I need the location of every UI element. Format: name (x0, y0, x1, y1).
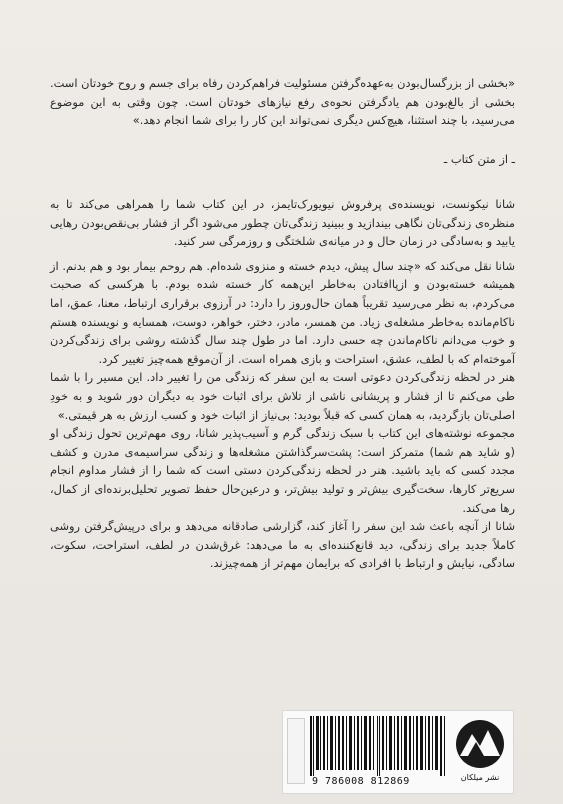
quote-source (50, 150, 515, 169)
publisher-logo-icon (454, 716, 506, 786)
isbn-digits: 9 786008 812869 (312, 776, 410, 787)
quote-source-text: ـ از متن کتاب ـ (443, 152, 515, 166)
paragraph-1: شانا نیکونست، نویسنده‌ی پرفروش نیویورک‌تایمز، در این کتاب شما را همراهی می‌کند تا به منظره‌ی زندگی‌تان نگاهی بیندازید و ببینید زندگی‌تان چطور می‌شود اگر از فشار بی‌نقص‌بودن رهایی یابید و به‌سادگی در زمان حال و در میانه‌ی شلختگی و روزمرگی سر کنید. (50, 197, 515, 249)
barcode-icon (308, 716, 450, 776)
paragraph-5: شانا از آنچه باعث شد این سفر را آغاز کند، گزارشی صادقانه می‌دهد و برای درپیش‌گرفتن روشی کاملاً جدید برای زندگی، دید قانع‌کننده‌ای به ما می‌دهد: غرق‌شدن در لطف، استراحت، سکوت، سادگی، نیایش و ارتباط با افرادی که برایمان مهم‌تر از همه‌چیزند. (50, 519, 515, 571)
paragraph-4: مجموعه نوشته‌های این کتاب با سبک زندگی گرم و آسیب‌پذیر شانا، روی مهم‌ترین تحول زندگی او (و شاید هم شما) متمرکز است: پشت‌سرگذاشتن مشغله‌ها و زندگی سراسیمه‌ی مدرن و کشف مجدد کسی که باید باشید. هنر در لحظه زندگی‌کردن دستی است که شما را از فشار مداوم انجام سریع‌تر کارها، سخت‌گیری بیش‌تر و تولید بیش‌تر، و درعین‌حال حفظ تصویر تحلیل‌برنده‌ای از کمال، رها می‌کند. (50, 426, 515, 515)
paragraph-2: شانا نقل می‌کند که «چند سال پیش، دیدم خسته و منزوی شده‌ام. هم روحم بیمار بود و هم بدنم. از همیشه خسته‌بودن و ازپاافتادن به‌خاطر این‌همه کار خسته شده بودم. با هرکسی که صحبت می‌کردم، به نظر می‌رسید تقریباً همان حال‌وروز را دارد: در آرزوی برقراری ارتباط، معنا، عمق، اما ناکام‌مانده به‌خاطر مشغله‌ی زیاد. من همسر، مادر، دختر، خواهر، دوست، همسایه و نویسنده هستم و خوب می‌دانم ناکام‌ماندن چه حسی دارد. اما در طول چند سال گذشته روشی برای زندگی‌کردن آموخته‌ام که با لطف، عشق، استراحت و بازی همراه است. از آن‌موقع همه‌چیز تغییر کرد. (50, 258, 515, 366)
intro-quote (50, 74, 515, 130)
main-text (50, 195, 515, 573)
paragraph-3: هنر در لحظه زندگی‌کردن دعوتی است به این سفر که زندگی من را تغییر داد. این مسیر را با شما طی می‌کنم تا از فشار و پریشانی ناشی از تلاش برای اثبات خود به دیگران دور شوید و به خودِ اصلی‌تان بازگردید، به همان کسی که قبلاً بودید: بی‌نیاز از اثبات خود و کسب ارزش به هر قیمتی.» (50, 370, 515, 422)
price-sticker (287, 718, 305, 784)
publisher-name: نشر میلکان (460, 773, 500, 782)
intro-paragraph: «بخشی از بزرگسال‌بودن به‌عهده‌گرفتن مسئولیت فراهم‌کردن رفاه برای جسم و روح خودتان است. بخشی از بالغ‌بودن هم یادگرفتن نحوه‌ی رفع نیازهای خودتان است. چون وقتی به این موضوع می‌رسید، با چند استثنا، هیچ‌کس دیگری نمی‌تواند این کار را برای شما انجام دهد.» (50, 76, 515, 128)
